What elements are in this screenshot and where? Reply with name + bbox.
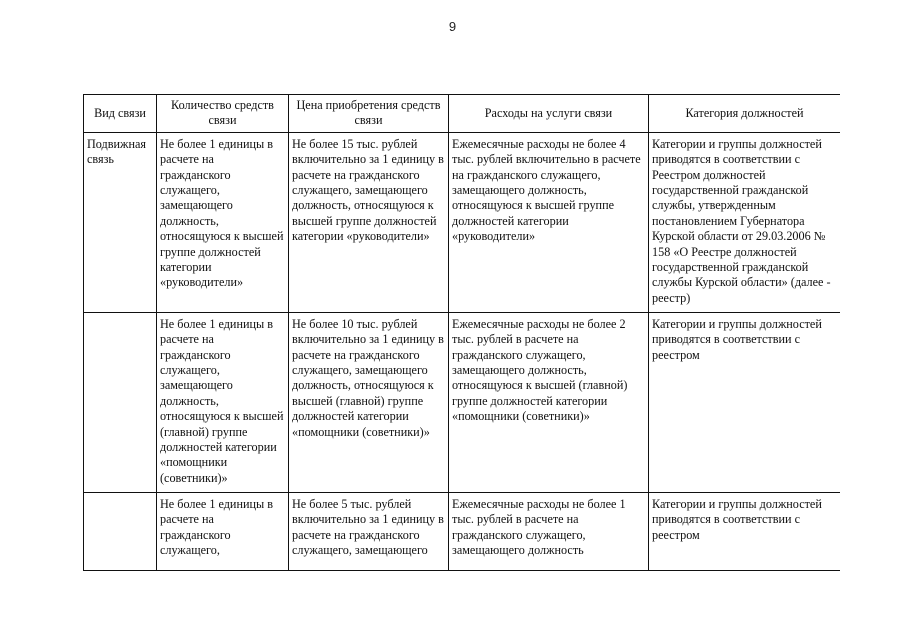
- table-row: [84, 492, 841, 571]
- table-cell: Категории и группы должностей приводятся в соответствии с реестром: [649, 492, 841, 571]
- table-cell: Ежемесячные расходы не более 4 тыс. рублей включительно в расчете на гражданского служащего, замещающего должность, относящуюся к высшей группе должностей категории «руководители»: [449, 132, 649, 312]
- header-type-of-communication: Вид связи: [84, 95, 157, 133]
- table-cell: Не более 1 единицы в расчете на гражданского служащего,: [157, 492, 289, 571]
- header-purchase-price: Цена приобретения средств связи: [289, 95, 449, 133]
- table-cell: Подвижная связь: [84, 132, 157, 312]
- table-cell: Ежемесячные расходы не более 1 тыс. рублей в расчете на гражданского служащего, замещающего должность: [449, 492, 649, 571]
- table-cell: Не более 10 тыс. рублей включительно за 1 единицу в расчете на гражданского служащего, замещающего должность, относящуюся к высшей (главной) группе должностей категории «помощники (советники)»: [289, 312, 449, 492]
- table-cell: Категории и группы должностей приводятся в соответствии с Реестром должностей государственной гражданской службы, утвержденным постановлением Губернатора Курской области от 29.03.2006 № 158 «О Реестре должностей государственной гражданской службы Курской области» (далее - реестр): [649, 132, 841, 312]
- table-cell: Не более 1 единицы в расчете на гражданского служащего, замещающего должность, относящуюся к высшей группе должностей категории «руководители»: [157, 132, 289, 312]
- table-cell: [84, 492, 157, 571]
- communication-norms-table-container: [83, 94, 840, 571]
- table-row: [84, 312, 841, 492]
- header-position-category: Категория должностей: [649, 95, 841, 133]
- table-cell: Не более 1 единицы в расчете на гражданского служащего, замещающего должность, относящуюся к высшей (главной) группе должностей категории «помощники (советники)»: [157, 312, 289, 492]
- table-cell: [84, 312, 157, 492]
- table-row: [84, 132, 841, 312]
- table-cell: Ежемесячные расходы не более 2 тыс. рублей в расчете на гражданского служащего, замещающего должность, относящуюся к высшей (главной) группе должностей категории «помощники (советники)»: [449, 312, 649, 492]
- page-number: 9: [448, 19, 457, 34]
- table-header-row: [84, 95, 841, 133]
- header-quantity: Количество средств связи: [157, 95, 289, 133]
- table-cell: Не более 15 тыс. рублей включительно за 1 единицу в расчете на гражданского служащего, замещающего должность, относящуюся к высшей группе должностей категории «руководители»: [289, 132, 449, 312]
- communication-norms-table: [83, 94, 840, 571]
- table-cell: Категории и группы должностей приводятся в соответствии с реестром: [649, 312, 841, 492]
- table-cell: Не более 5 тыс. рублей включительно за 1 единицу в расчете на гражданского служащего, замещающего: [289, 492, 449, 571]
- header-service-expenses: Расходы на услуги связи: [449, 95, 649, 133]
